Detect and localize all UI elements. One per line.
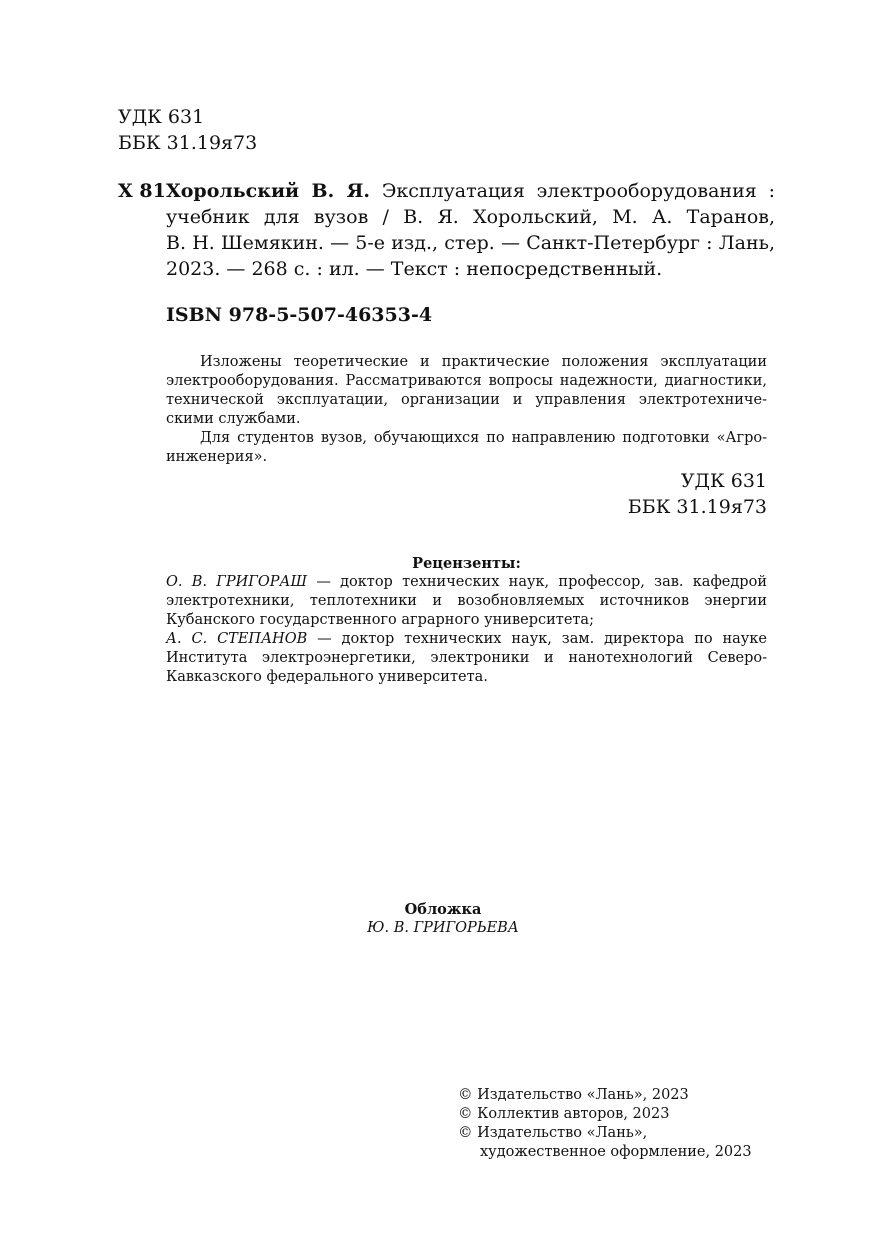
cover-heading: Обложка — [404, 901, 482, 918]
copyright-block — [458, 1086, 778, 1162]
reviewers-heading: Рецензенты: — [412, 555, 521, 572]
record-line-3: В. Н. Шемякин. — 5-е изд., стер. — Санкт-Петербург : Лань, — [166, 232, 775, 254]
annotation-line: инженерия». — [166, 449, 268, 465]
reviewers-section — [166, 554, 767, 687]
annotation-line: Для студентов вузов, обучающихся по направлению подготовки «Агро- — [200, 430, 767, 446]
copyright-line-4: художественное оформление, 2023 — [480, 1144, 752, 1160]
copyright-icon: © — [458, 1087, 473, 1103]
bbk-code-right: ББК 31.19я73 — [627, 496, 767, 518]
reviewer-2-name: А. С. СТЕПАНОВ — [166, 631, 308, 647]
copyright-line-2: © Коллектив авторов, 2023 — [458, 1106, 670, 1122]
copyright-icon: © — [458, 1106, 473, 1122]
record-line-1 — [166, 178, 775, 204]
reviewer-1-name: О. В. ГРИГОРАШ — [166, 574, 308, 590]
reviewer-2-line-1: А. С. СТЕПАНОВ — доктор технических наук, зам. директора по науке — [166, 631, 767, 647]
udk-code-right: УДК 631 — [680, 470, 767, 492]
annotation-line: технической эксплуатации, организации и управления электротехниче- — [166, 392, 767, 408]
bibliographic-record — [166, 178, 775, 282]
reviewer-1-line-3: Кубанского государственного аграрного университета; — [166, 612, 594, 628]
classification-block — [118, 104, 257, 156]
annotation — [166, 353, 767, 467]
bbk-code: ББК 31.19я73 — [118, 132, 258, 154]
reviewer-1-line-2: электротехники, теплотехники и возобновляемых источников энергии — [166, 593, 767, 609]
udk-code: УДК 631 — [118, 106, 205, 128]
copyright-line-1: © Издательство «Лань», 2023 — [458, 1087, 689, 1103]
cover-designer: Ю. В. ГРИГОРЬЕВА — [367, 920, 519, 936]
record-line-4: 2023. — 268 с. : ил. — Текст : непосредственный. — [166, 258, 663, 280]
cover-credit — [166, 900, 720, 938]
record-line-2: учебник для вузов / В. Я. Хорольский, М. А. Таранов, — [166, 206, 775, 228]
reviewer-1-line-1: О. В. ГРИГОРАШ — доктор технических наук, профессор, зав. кафедрой — [166, 574, 767, 590]
annotation-line: скими службами. — [166, 411, 301, 427]
classification-block-right — [520, 468, 767, 520]
copyright-line-3: © Издательство «Лань», — [458, 1125, 648, 1141]
record-title: Эксплуатация электрооборудования : — [370, 180, 775, 202]
reviewer-2-line-3: Кавказского федерального университета. — [166, 669, 488, 685]
record-author: Хорольский В. Я. — [166, 180, 370, 202]
isbn: ISBN 978-5-507-46353-4 — [166, 304, 433, 326]
author-mark: Х 81 — [118, 180, 166, 202]
copyright-icon: © — [458, 1125, 473, 1141]
annotation-line: Изложены теоретические и практические положения эксплуатации — [200, 354, 767, 370]
reviewer-2-line-2: Института электроэнергетики, электроники и нанотехнологий Северо- — [166, 650, 767, 666]
annotation-line: электрооборудования. Рассматриваются вопросы надежности, диагностики, — [166, 373, 767, 389]
